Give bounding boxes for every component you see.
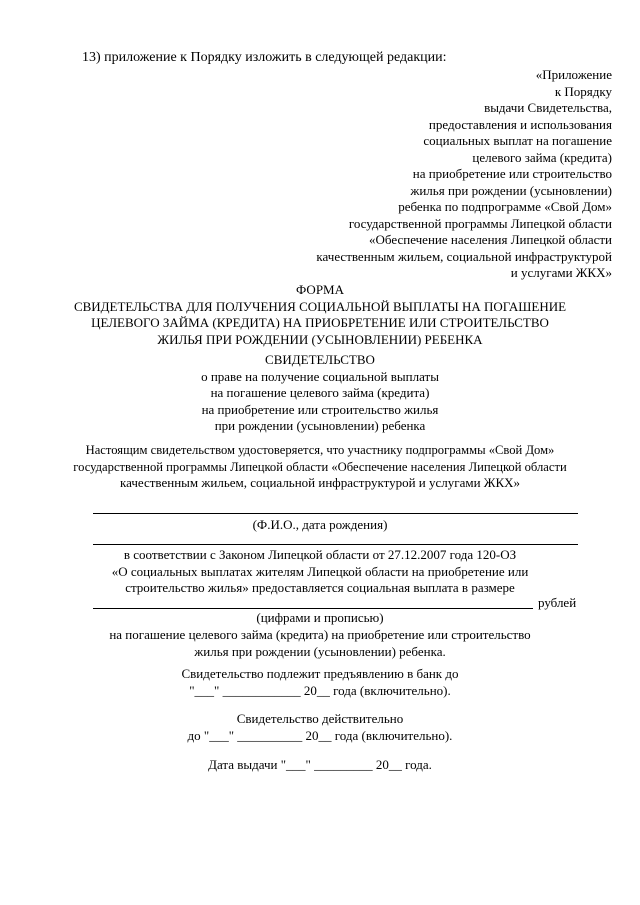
certificate-subtitle-line: о праве на получение социальной выплаты (201, 368, 439, 384)
fio-caption: (Ф.И.О., дата рождения) (252, 517, 388, 532)
certificate-heading (120, 352, 520, 435)
appendix-line: качественным жильем, социальной инфраструктурой (316, 248, 612, 264)
appendix-line: на приобретение или строительство (412, 166, 612, 181)
appendix-header (192, 67, 612, 282)
certificate-paragraph-2 (60, 547, 580, 597)
validity-date-line: до "___" __________ 20__ года (включительно). (187, 727, 453, 743)
bank-line: Свидетельство подлежит предъявлению в банк до (181, 666, 459, 681)
paragraph-line: государственной программы Липецкой области «Обеспечение населения Липецкой области (73, 459, 567, 474)
appendix-line: предоставления и использования (428, 116, 612, 132)
form-title-line: ЖИЛЬЯ ПРИ РОЖДЕНИИ (УСЫНОВЛЕНИИ) РЕБЕНКА (157, 331, 483, 347)
paragraph-line: жилья при рождении (усыновлении) ребенка. (194, 643, 446, 659)
paragraph-line: качественным жильем, социальной инфраструктурой и услугами ЖКХ» (119, 475, 521, 490)
appendix-line: целевого займа (кредита) (472, 149, 612, 165)
paragraph-line: на погашение целевого займа (кредита) на приобретение или строительство (109, 627, 531, 642)
certificate-subtitle-line: на погашение целевого займа (кредита) (210, 385, 430, 400)
appendix-line: и услугами ЖКХ» (510, 265, 612, 280)
amount-blank-line (93, 608, 533, 609)
form-title-line: СВИДЕТЕЛЬСТВА ДЛЯ ПОЛУЧЕНИЯ СОЦИАЛЬНОЙ ВЫПЛАТЫ НА ПОГАШЕНИЕ (73, 298, 567, 314)
paragraph-line: строительство жилья» предоставляется социальная выплата в размере (125, 580, 515, 595)
fio-blank-line-2 (93, 544, 578, 545)
appendix-line: к Порядку (554, 83, 612, 99)
bank-date-line: "___" ____________ 20__ года (включительно). (189, 682, 451, 698)
paragraph-line: в соответствии с Законом Липецкой области от 27.12.2007 года 120-ОЗ (123, 547, 517, 562)
validity (60, 711, 580, 744)
fio-blank-line (93, 513, 578, 514)
bank-deadline (60, 666, 580, 699)
appendix-line: «Обеспечение населения Липецкой области (369, 232, 612, 247)
form-title (60, 282, 580, 348)
certificate-paragraph-1 (60, 442, 580, 492)
issue-date: Дата выдачи "___" _________ 20__ года. (208, 757, 432, 772)
amount-caption: (цифрами и прописью) (256, 610, 384, 625)
paragraph-line: «О социальных выплатах жителям Липецкой области на приобретение или (111, 563, 529, 579)
form-title-line: ФОРМА (296, 282, 344, 297)
validity-line: Свидетельство действительно (236, 711, 404, 726)
appendix-line: социальных выплат на погашение (423, 133, 612, 148)
appendix-line: государственной программы Липецкой области (348, 215, 612, 231)
appendix-line: «Приложение (535, 67, 612, 82)
appendix-line: ребенка по подпрограмме «Свой Дом» (398, 199, 612, 214)
certificate-title: СВИДЕТЕЛЬСТВО (265, 352, 375, 367)
rub-label: рублей (538, 595, 577, 610)
paragraph-line: Настоящим свидетельством удостоверяется, что участнику подпрограммы «Свой Дом» (85, 443, 555, 457)
certificate-subtitle-line: при рождении (усыновлении) ребенка (214, 418, 426, 433)
certificate-subtitle-line: на приобретение или строительство жилья (201, 401, 439, 417)
intro-text: 13) приложение к Порядку изложить в следующей редакции: (82, 50, 447, 65)
appendix-line: жилья при рождении (усыновлении) (410, 182, 612, 198)
certificate-paragraph-3 (60, 627, 580, 660)
appendix-line: выдачи Свидетельства, (484, 100, 612, 115)
form-title-line: ЦЕЛЕВОГО ЗАЙМА (КРЕДИТА) НА ПРИОБРЕТЕНИЕ ИЛИ СТРОИТЕЛЬСТВО (91, 315, 549, 330)
